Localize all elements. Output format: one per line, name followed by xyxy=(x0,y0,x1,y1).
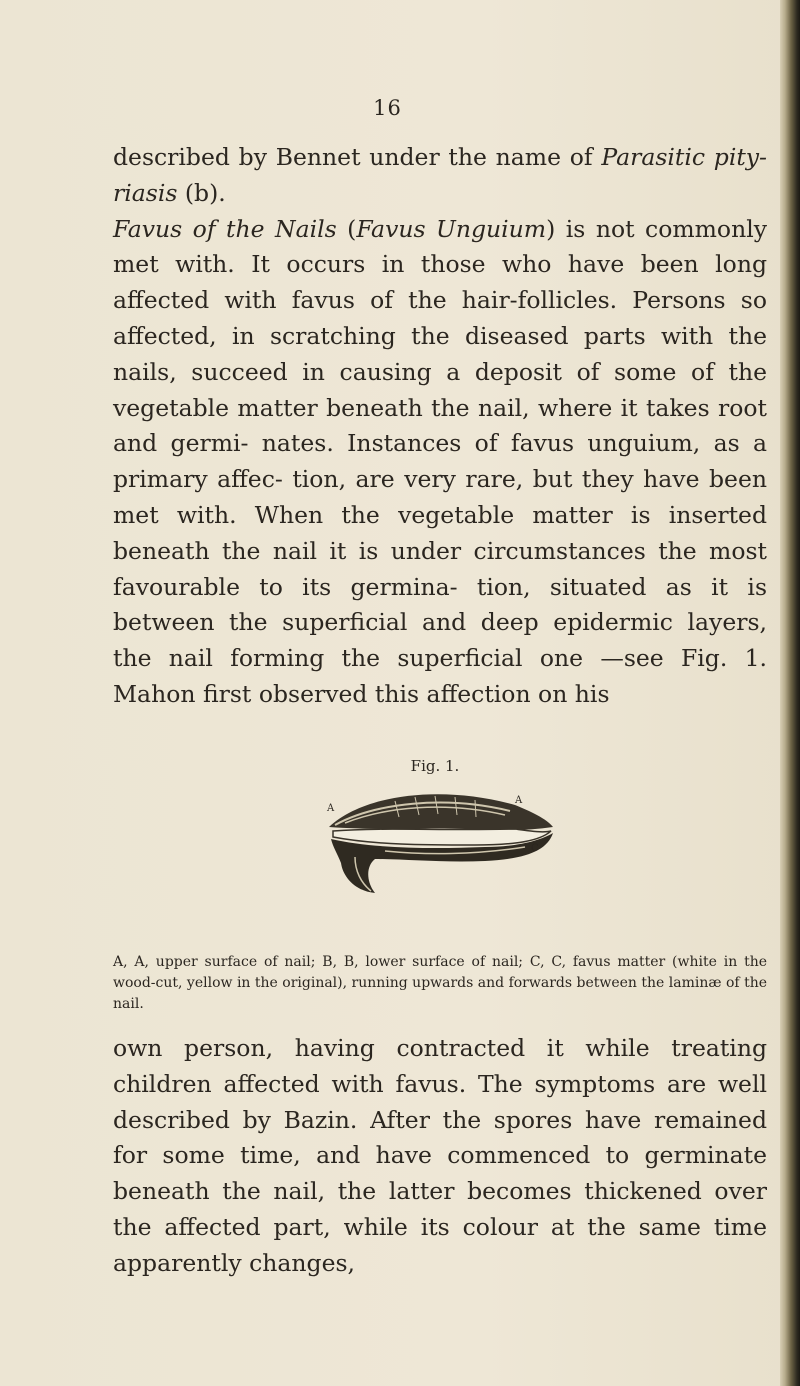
figure-label: Fig. 1. xyxy=(410,757,460,775)
figure-mark-a-left: A xyxy=(327,803,335,814)
italic-term: Parasitic pity- riasis xyxy=(113,143,767,207)
figure-mark-c: C xyxy=(531,843,539,854)
figure-1 xyxy=(113,757,767,899)
figure-mark-a-right: A xyxy=(515,795,523,806)
paragraph-continuation: own person, having contracted it while treating children affected with favus. The symptoms are well described by Bazin. After the spores have remained for some time, and have commenced to germinate beneath the nail, the latter becomes thickened over the affected part, while its colour at the same time apparently changes, xyxy=(113,1034,767,1277)
page-edge xyxy=(780,0,800,1386)
body-text-bottom xyxy=(113,1031,767,1282)
paragraph-bennet xyxy=(113,140,767,212)
italic-term: Favus of the Nails xyxy=(113,214,337,243)
text-run: ) is not commonly met with. It occurs in those who have been long affected with favus of the hair-follicles. Persons so affected, in scratching the diseased parts with the nails, succeed in causing a deposit of some of the vegetable matter beneath the nail, where it takes root and germi- nates. Instances of favus unguium, as a primary affec- tion, are very rare, but they have been met with. When the vegetable matter is inserted beneath the nail it is under circumstances the most favourable to its germina- tion, situated as it is between the superficial and deep epidermic layers, the nail forming the superficial one —see Fig. 1. Mahon first observed this affection on his xyxy=(113,214,767,708)
nail-woodcut-illustration xyxy=(325,787,555,899)
page-number: 16 xyxy=(373,96,402,120)
body-text-top xyxy=(113,140,767,713)
text-run: (b). xyxy=(177,178,226,207)
text-run: ( xyxy=(336,214,357,243)
italic-term: Favus Unguium xyxy=(356,214,547,243)
paragraph-favus-unguium xyxy=(113,212,767,713)
text-run: described by Bennet under the name of xyxy=(113,143,602,171)
figure-caption: A, A, upper surface of nail; B, B, lower surface of nail; C, C, favus matter (white in the wood-cut, yellow in the original), running upwards and forwards between the laminæ of the nail. xyxy=(113,954,767,1012)
